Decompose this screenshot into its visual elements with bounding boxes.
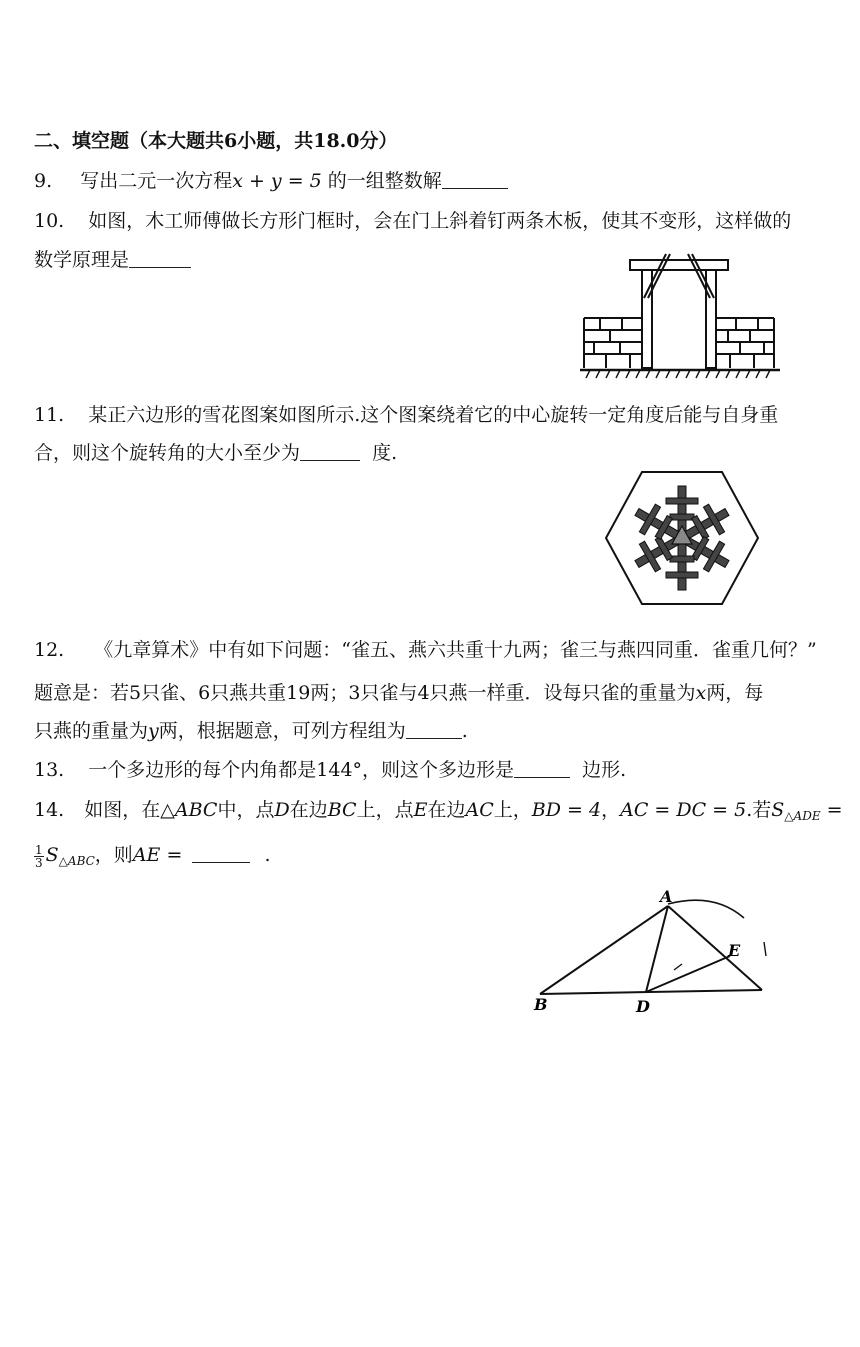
question-14-line1: 14. 如图，在△ABC中，点D在边BC上，点E在边AC上，BD = 4，AC = DC = 5.若$S_{\triangle ADE}$ =: [34, 799, 843, 823]
hexagon-snowflake-figure: [604, 466, 760, 610]
question-13: [34, 757, 626, 783]
question-text: 一个多边形的每个内角都是144°，则这个多边形是: [88, 759, 515, 781]
question-9: [34, 168, 508, 194]
question-text: 的一组整数解: [327, 170, 442, 192]
question-text: 写出二元一次方程: [80, 170, 233, 192]
question-text: 边形.: [582, 759, 627, 781]
answer-blank[interactable]: [514, 759, 570, 778]
question-12-line2: [34, 680, 763, 706]
question-11-line2: [34, 440, 397, 466]
question-14-line2: $\frac{1}{3}$ $S_{\triangle ABC}$，则AE = .: [35, 842, 271, 870]
answer-blank[interactable]: [406, 720, 462, 739]
section-heading: 二、填空题（本大题共6小题，共18.0分）: [34, 130, 398, 152]
question-text: 数学原理是: [34, 249, 130, 271]
question-11-line1: [34, 402, 778, 428]
fraction-one-third: $\frac{1}{3}$: [35, 842, 43, 870]
question-number: 13.: [34, 759, 65, 781]
question-number: 9.: [34, 170, 53, 192]
answer-blank[interactable]: [192, 844, 250, 863]
question-text: 度.: [372, 442, 398, 464]
question-number: 10.: [34, 210, 65, 232]
label-a: A: [660, 887, 673, 906]
answer-blank[interactable]: [300, 442, 360, 461]
question-text: 如图，木工师傅做长方形门框时，会在门上斜着钉两条木板，使其不变形，这样做的: [88, 210, 792, 232]
question-text: 某正六边形的雪花图案如图所示.这个图案绕着它的中心旋转一定角度后能与自身重: [88, 404, 779, 426]
question-text: 两，根据题意，可列方程组为: [158, 720, 406, 742]
segment-de: [646, 956, 730, 992]
variable-x: x: [695, 682, 707, 704]
question-text: 题意是：若5只雀、6只燕共重19两；3只雀与4只燕一样重．设每只雀的重量为: [34, 682, 696, 704]
question-text: 两，每: [706, 682, 764, 704]
question-text: 合，则这个旋转角的大小至少为: [34, 442, 301, 464]
question-number: 12.: [34, 639, 65, 661]
question-number: 11.: [34, 404, 65, 426]
variable-y: y: [148, 720, 159, 742]
question-text: 《九章算术》中有如下问题：“雀五、燕六共重十九两；雀三与燕四同重．雀重几何？”: [94, 639, 817, 661]
question-12-line3: 只燕的重量为y两，根据题意，可列方程组为 .: [34, 720, 468, 742]
triangle-figure: [528, 886, 778, 1022]
question-10-line2: [34, 247, 191, 273]
label-e: E: [728, 941, 741, 960]
question-text: 只燕的重量为: [34, 720, 149, 742]
label-d: D: [636, 997, 650, 1016]
answer-blank[interactable]: [442, 170, 508, 189]
question-number: 14.: [34, 799, 65, 821]
question-10-line1: [34, 208, 791, 234]
question-12-line1: [34, 637, 817, 663]
label-b: B: [534, 995, 548, 1014]
equation: x + y = 5: [232, 170, 322, 192]
answer-blank[interactable]: [129, 249, 191, 268]
door-frame-figure: [580, 250, 784, 382]
